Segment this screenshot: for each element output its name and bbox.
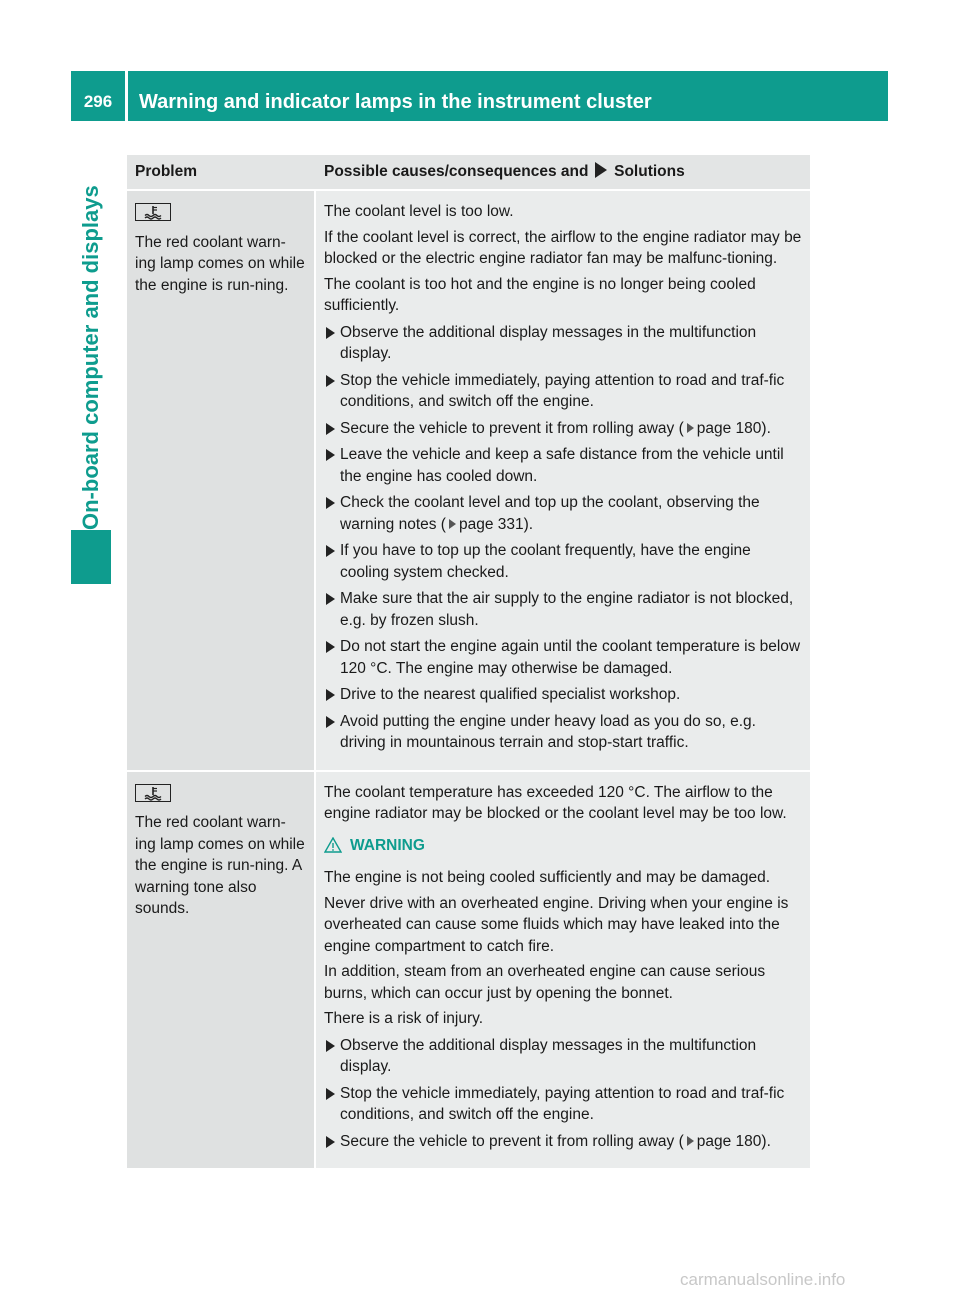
side-tab: [71, 148, 111, 584]
table-row: [127, 191, 810, 772]
step-arrow-icon: [326, 641, 335, 653]
step-text: Check the coolant level and top up the coolant, observing the warning notes (: [340, 494, 760, 533]
column-header-causes-text: Possible causes/consequences and: [324, 163, 589, 181]
step-text: Observe the additional display messages in the multifunction display.: [340, 323, 757, 362]
cause-paragraph: The coolant is too hot and the engine is no longer being cooled sufficiently.: [324, 275, 756, 314]
step-text: Stop the vehicle immediately, paying attention to road and traf-fic conditions, and switch off the engine.: [340, 1084, 785, 1123]
table-body: [127, 191, 810, 1170]
side-tab-marker: [71, 530, 111, 584]
step-arrow-icon: [326, 423, 335, 435]
header-divider: [125, 71, 128, 121]
solution-step: [324, 588, 804, 631]
problem-cell: [127, 191, 316, 772]
page-reference[interactable]: page 331: [458, 515, 524, 533]
step-arrow-icon: [326, 1088, 335, 1100]
side-tab-label: On-board computer and displays: [78, 185, 103, 530]
step-text: Make sure that the air supply to the engine radiator is not blocked, e.g. by frozen slush.: [340, 590, 794, 629]
arrow-right-icon: [595, 162, 607, 178]
warning-paragraph: In addition, steam from an overheated engine can cause serious burns, which can occur just by opening the bonnet.: [324, 963, 766, 1002]
solution-step: [324, 418, 804, 440]
page-reference-icon: [449, 519, 456, 529]
column-header-solutions-text: Solutions: [614, 163, 685, 181]
step-text: Observe the additional display messages in the multifunction display.: [340, 1036, 757, 1075]
step-arrow-icon: [326, 497, 335, 509]
solution-step: [324, 322, 804, 365]
solution-step: [324, 1083, 804, 1126]
warning-paragraph: There is a risk of injury.: [324, 1010, 484, 1027]
step-arrow-icon: [326, 1136, 335, 1148]
step-arrow-icon: [326, 327, 335, 339]
page-reference-icon: [687, 423, 694, 433]
step-text: Secure the vehicle to prevent it from rolling away (: [340, 1132, 684, 1150]
page-reference-icon: [687, 1136, 694, 1146]
warning-paragraph: Never drive with an overheated engine. Driving when your engine is overheated can cause some fluids which may have leaked into the engine compartment to catch fire.: [324, 894, 789, 955]
step-text-end: ).: [761, 419, 771, 437]
solution-step: [324, 1035, 804, 1078]
step-text: Do not start the engine again until the coolant temperature is below 120 °C. The engine may otherwise be damaged.: [340, 638, 801, 677]
page-title: Warning and indicator lamps in the instrument cluster: [139, 91, 652, 113]
solution-step: [324, 370, 804, 413]
step-arrow-icon: [326, 375, 335, 387]
solution-step: [324, 636, 804, 679]
warning-triangle-icon: [324, 837, 342, 860]
table-header-row: [127, 155, 810, 191]
step-text-end: ).: [761, 1132, 771, 1150]
step-arrow-icon: [326, 545, 335, 557]
page-header: [71, 71, 888, 121]
step-arrow-icon: [326, 716, 335, 728]
step-text: Stop the vehicle immediately, paying attention to road and traf-fic conditions, and switch off the engine.: [340, 371, 785, 410]
page-number: 296: [83, 92, 113, 111]
solution-step: [324, 492, 804, 535]
solution-step: [324, 444, 804, 487]
problem-text: The red coolant warn-ing lamp comes on while the engine is run-ning. A warning tone also sounds.: [135, 814, 305, 917]
page-reference[interactable]: page 180: [696, 1132, 762, 1150]
causes-cell: [316, 191, 810, 772]
solution-step: [324, 540, 804, 583]
warning-lamp-table: [127, 155, 810, 1170]
warning-paragraph: The engine is not being cooled sufficiently and may be damaged.: [324, 869, 771, 886]
solution-step: [324, 711, 804, 754]
watermark: carmanualsonline.info: [680, 1270, 846, 1289]
problem-text: The red coolant warn-ing lamp comes on while the engine is run-ning.: [135, 233, 305, 294]
coolant-temperature-icon: [135, 784, 171, 802]
step-arrow-icon: [326, 1040, 335, 1052]
step-arrow-icon: [326, 449, 335, 461]
warning-heading: [324, 835, 804, 860]
problem-cell: [127, 772, 316, 1171]
step-text: If you have to top up the coolant frequently, have the engine cooling system checked.: [340, 542, 751, 581]
step-text: Avoid putting the engine under heavy load as you do so, e.g. driving in mountainous terrain and stop-start traffic.: [340, 712, 756, 751]
causes-cell: [316, 772, 810, 1171]
solution-step: [324, 1131, 804, 1153]
cause-paragraph: The coolant level is too low.: [324, 203, 514, 220]
coolant-temperature-icon: [135, 203, 171, 221]
step-text-end: ).: [523, 515, 534, 533]
cause-paragraph: The coolant temperature has exceeded 120 °C. The airflow to the engine radiator may be blocked or the coolant level may be too low.: [324, 783, 787, 822]
cause-paragraph: If the coolant level is correct, the airflow to the engine radiator may be blocked or the electric engine radiator fan may be malfunc-tioning.: [324, 228, 802, 267]
step-arrow-icon: [326, 689, 335, 701]
table-row: [127, 772, 810, 1171]
step-arrow-icon: [326, 593, 335, 605]
warning-label: WARNING: [350, 836, 425, 854]
solution-step: [324, 684, 804, 706]
page-reference[interactable]: page 180: [696, 419, 762, 437]
column-header-causes: [316, 155, 810, 191]
step-text: Secure the vehicle to prevent it from rolling away (: [340, 419, 684, 437]
column-header-problem: Problem: [127, 155, 316, 191]
step-text: Leave the vehicle and keep a safe distance from the vehicle until the engine has cooled down.: [340, 446, 784, 485]
step-text: Drive to the nearest qualified specialist workshop.: [340, 686, 681, 703]
